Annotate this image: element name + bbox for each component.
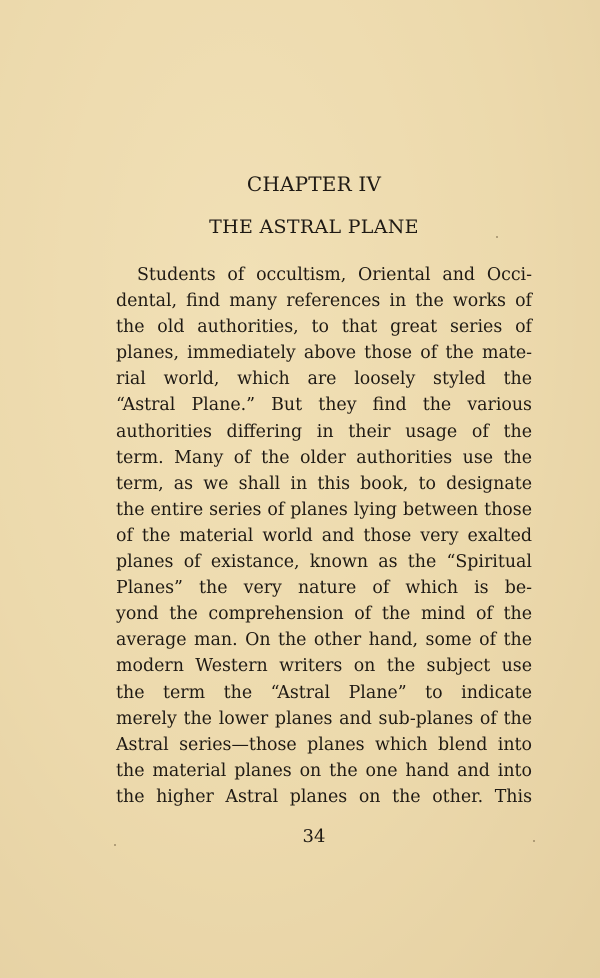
page-number: 34	[302, 826, 326, 847]
chapter-heading: CHAPTER IV	[246, 172, 382, 196]
body-line: dental, find many references in the works of	[116, 291, 532, 312]
body-line: the term the “Astral Plane” to indicate	[116, 682, 532, 703]
body-text	[116, 262, 532, 810]
body-line: “Astral Plane.” But they find the various	[116, 395, 532, 416]
body-line: the higher Astral planes on the other. This	[116, 786, 532, 807]
body-line: the old authorities, to that great series of	[116, 317, 532, 338]
body-line: average man. On the other hand, some of the	[116, 630, 532, 651]
body-line: authorities differing in their usage of the	[116, 421, 532, 442]
body-line: yond the comprehension of the mind of the	[116, 604, 532, 625]
body-line: the entire series of planes lying between those	[116, 499, 532, 520]
body-line: term, as we shall in this book, to designate	[116, 473, 532, 494]
paper-speck	[496, 236, 498, 238]
body-line: Astral series—those planes which blend into	[116, 734, 532, 755]
body-line: rial world, which are loosely styled the	[116, 369, 532, 390]
body-line: term. Many of the older authorities use the	[116, 447, 532, 468]
body-line: Planes” the very nature of which is be-	[116, 578, 532, 599]
body-line: planes, immediately above those of the mate-	[116, 343, 532, 364]
body-line: merely the lower planes and sub-planes of the	[116, 708, 532, 729]
body-line: of the material world and those very exalted	[116, 525, 532, 546]
body-line: Students of occultism, Oriental and Occi-	[137, 265, 532, 285]
paper-speck	[114, 844, 116, 846]
body-line: modern Western writers on the subject use	[116, 656, 532, 677]
body-line: planes of existance, known as the “Spiritual	[116, 552, 532, 573]
chapter-title: THE ASTRAL PLANE	[209, 216, 419, 238]
body-line: the material planes on the one hand and into	[116, 760, 532, 781]
paper-speck	[533, 840, 535, 842]
